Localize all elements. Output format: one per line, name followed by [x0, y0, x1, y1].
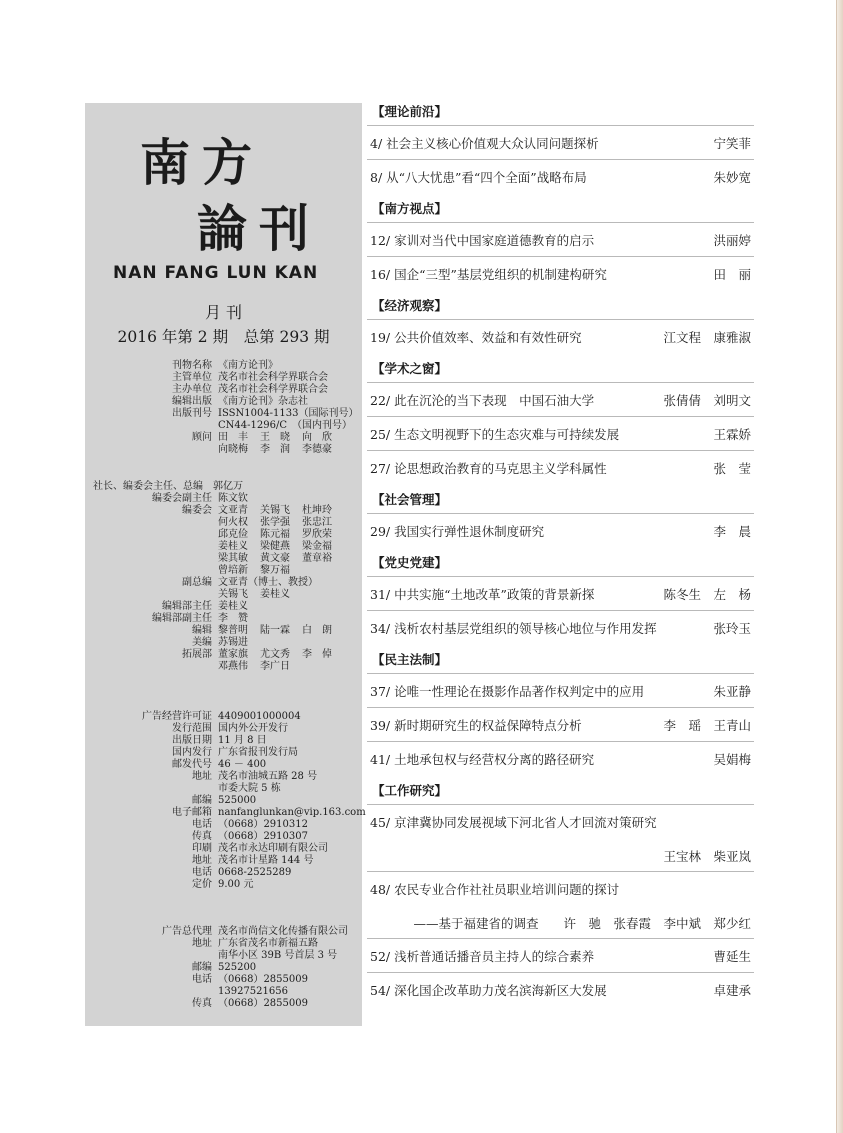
editorial-board-row [85, 637, 344, 649]
publication-info-row [85, 384, 359, 396]
toc-article-author: 王宝林 柴亚岚 [663, 849, 751, 864]
publication-info-name: 李德豪 [302, 444, 332, 455]
editorial-board-label: 美编 [192, 637, 212, 648]
toc-article [367, 938, 754, 972]
toc-article-title: 34/ 浅析农村基层党组织的领导核心地位与作用发挥 [370, 621, 657, 636]
publication-info-label: 出版刊号 [172, 408, 212, 419]
publication-info-names [218, 432, 344, 444]
advertising-info-label [85, 950, 218, 962]
editorial-board-name: 陆一霖 [260, 625, 290, 636]
editorial-board-row [85, 553, 344, 565]
editorial-board-name: 姜桂义 [260, 589, 290, 600]
distribution-info-label: 邮发代号 [172, 759, 212, 770]
toc-article-title: 4/ 社会主义核心价值观大众认同问题探析 [370, 136, 599, 151]
editorial-board-names [218, 565, 302, 577]
distribution-info-label: 电子邮箱 [172, 807, 212, 818]
editorial-board-name: 张忠江 [302, 517, 332, 528]
toc-article [367, 256, 754, 290]
publication-info-row [85, 372, 359, 384]
editorial-board-row [85, 565, 344, 577]
distribution-info-row [85, 831, 366, 843]
publication-info-label: 主办单位 [172, 384, 212, 395]
toc-article-author: 李 瑶 王青山 [663, 718, 751, 733]
publication-info [85, 360, 359, 456]
editorial-board-label [85, 517, 218, 529]
toc-article [367, 416, 754, 450]
toc-article-title: 25/ 生态文明视野下的生态灾难与可持续发展 [370, 427, 620, 442]
editorial-board-label: 副总编 [182, 577, 212, 588]
toc-article-title: 22/ 此在沉沦的当下表现 中国石油大学 [370, 393, 595, 408]
editorial-board-name: 董章裕 [302, 553, 332, 564]
president-line: 社长、编委会主任、总编 郭亿万 [93, 481, 243, 492]
publication-info-label: 顾问 [192, 432, 212, 443]
toc-article-title: 29/ 我国实行弹性退休制度研究 [370, 524, 545, 539]
publication-info-name: 李 润 [260, 444, 290, 455]
editorial-board-name: 罗欣荣 [302, 529, 332, 540]
toc-article-title: 27/ 论思想政治教育的马克思主义学科属性 [370, 461, 607, 476]
distribution-info-row [85, 807, 366, 819]
distribution-info-value: 46 － 400 [218, 759, 267, 770]
toc-article-title: 8/ 从“八大忧患”看“四个全面”战略布局 [370, 170, 587, 185]
distribution-info-row [85, 843, 366, 855]
editorial-board-label: 编辑 [192, 625, 212, 636]
publication-info-row [85, 408, 359, 420]
editorial-board-name: 梁其敏 [218, 553, 248, 564]
editorial-board-label [85, 661, 218, 673]
editorial-board-name: 杜坤玲 [302, 505, 332, 516]
toc-article-author: 张玲玉 [713, 621, 751, 636]
editorial-board-name: 姜桂义 [218, 541, 248, 552]
toc-section-heading: 【南方视点】 [372, 201, 448, 216]
editorial-board-name: 关锡飞 [218, 589, 248, 600]
publication-info-value: 《南方论刊》 [218, 360, 278, 371]
advertising-info-value: （0668）2855009 [218, 974, 308, 985]
editorial-board-names [218, 625, 344, 637]
distribution-info-label: 广告经营许可证 [142, 711, 212, 722]
toc-article-author: 李 晨 [713, 524, 751, 539]
distribution-info-value: （0668）2910312 [218, 819, 308, 830]
toc-article [367, 972, 754, 1006]
toc-section-heading: 【工作研究】 [372, 783, 448, 798]
publication-info-name: 王 晓 [260, 432, 290, 443]
page-edge-shadow [837, 0, 843, 1133]
toc-article-author: 王霖娇 [713, 427, 751, 442]
editorial-board-name: 邓燕伟 [218, 661, 248, 672]
advertising-info-value: 广东省茂名市新福五路 [218, 938, 318, 949]
editorial-board-label [85, 553, 218, 565]
editorial-board-row [85, 517, 344, 529]
toc-article-author: 江文程 康雅淑 [663, 330, 751, 345]
toc-section-heading: 【社会管理】 [372, 492, 448, 507]
editorial-board-label: 编辑部副主任 [152, 613, 212, 624]
toc-article-author: 卓建承 [713, 983, 751, 998]
editorial-board-row [85, 505, 344, 517]
editorial-board-label: 编委会 [182, 505, 212, 516]
advertising-info-value: 13927521656 [218, 986, 288, 997]
editorial-board-name: 董家旗 [218, 649, 248, 660]
toc-article [367, 673, 754, 707]
advertising-info-value: 南华小区 39B 号首层 3 号 [218, 950, 338, 961]
publication-info-label: 主管单位 [172, 372, 212, 383]
distribution-info-label: 国内发行 [172, 747, 212, 758]
editorial-board-row [85, 529, 344, 541]
distribution-info-label [85, 783, 218, 795]
toc-article-author: 朱妙宽 [713, 170, 751, 185]
masthead-title-line1: 南方 [140, 133, 264, 192]
advertising-info-row [85, 926, 348, 938]
masthead-pinyin: NAN FANG LUN KAN [113, 263, 319, 283]
distribution-info-row [85, 747, 366, 759]
toc-article-author: 田 丽 [713, 267, 751, 282]
editorial-board-row [85, 661, 344, 673]
distribution-info-row [85, 867, 366, 879]
editorial-board-names [218, 493, 260, 505]
editorial-board-name: 梁健燕 [260, 541, 290, 552]
publication-info-value: 《南方论刊》杂志社 [218, 396, 308, 407]
toc-article-author: 宁笑菲 [713, 136, 751, 151]
toc-article-title: 16/ 国企“三型”基层党组织的机制建构研究 [370, 267, 607, 282]
editorial-board-name: 张学强 [260, 517, 290, 528]
editorial-board-row [85, 577, 344, 589]
distribution-info-label: 电话 [192, 819, 212, 830]
toc-article [367, 159, 754, 193]
editorial-board-name: 姜桂义 [218, 601, 248, 612]
distribution-info-row [85, 759, 366, 771]
advertising-info-label: 地址 [192, 938, 212, 949]
editorial-board-row [85, 541, 344, 553]
editorial-board-label: 拓展部 [182, 649, 212, 660]
distribution-info-row [85, 783, 366, 795]
toc-article [367, 871, 754, 939]
editorial-board-names [218, 637, 260, 649]
toc-article-title: 37/ 论唯一性理论在摄影作品著作权判定中的应用 [370, 684, 645, 699]
editorial-board-name: 李 倬 [302, 649, 332, 660]
editorial-board [85, 493, 344, 673]
toc-article-title: 48/ 农民专业合作社社员职业培训问题的探讨 [370, 882, 620, 897]
toc-article-title: 54/ 深化国企改革助力茂名滨海新区大发展 [370, 983, 607, 998]
distribution-info-row [85, 711, 366, 723]
toc-article [367, 707, 754, 741]
toc-section-heading: 【学术之窗】 [372, 361, 448, 376]
toc-section-heading: 【经济观察】 [372, 298, 448, 313]
toc-article [367, 222, 754, 256]
editorial-board-value: 文亚青（博士、教授） [218, 577, 318, 588]
toc-article [367, 513, 754, 547]
publication-frequency: 月 刊 [204, 303, 243, 322]
toc-article-title: 45/ 京津冀协同发展视域下河北省人才回流对策研究 [370, 815, 657, 830]
distribution-info-row [85, 879, 366, 891]
distribution-info-value: 9.00 元 [218, 879, 254, 890]
toc-article [367, 741, 754, 775]
advertising-info-label: 传真 [192, 998, 212, 1009]
editorial-board-row [85, 589, 344, 601]
editorial-board-label [85, 589, 218, 601]
toc-article-author: 张 莹 [713, 461, 751, 476]
publication-info-label [85, 420, 218, 432]
publication-info-name: 田 丰 [218, 432, 248, 443]
distribution-info-row [85, 771, 366, 783]
toc-article-author: 吴娟梅 [713, 752, 751, 767]
editorial-board-label [85, 565, 218, 577]
publication-info-row [85, 420, 359, 432]
distribution-info-value: nanfanglunkan@vip.163.com [218, 807, 366, 818]
distribution-info-value: （0668）2910307 [218, 831, 308, 842]
toc-article-title: 39/ 新时期研究生的权益保障特点分析 [370, 718, 582, 733]
toc-article [367, 576, 754, 610]
distribution-info-label: 出版日期 [172, 735, 212, 746]
distribution-info-value: 国内外公开发行 [218, 723, 288, 734]
editorial-board-label [85, 529, 218, 541]
distribution-info-value: 茂名市计星路 144 号 [218, 855, 314, 866]
distribution-info-value: 茂名市油城五路 28 号 [218, 771, 318, 782]
distribution-info-label: 地址 [192, 855, 212, 866]
toc-article-author: 洪丽婷 [713, 233, 751, 248]
editorial-board-name: 何火权 [218, 517, 248, 528]
editorial-board-name: 关锡飞 [260, 505, 290, 516]
advertising-info-row [85, 962, 348, 974]
masthead-title-line2: 論刊 [197, 199, 321, 258]
editorial-board-name: 黄文豪 [260, 553, 290, 564]
publication-info-row [85, 432, 359, 444]
editorial-board-label [85, 541, 218, 553]
distribution-info-value: 0668-2525289 [218, 867, 292, 878]
editorial-board-label: 编辑部主任 [162, 601, 212, 612]
advertising-info-row [85, 938, 348, 950]
distribution-info-value: 4409001000004 [218, 711, 301, 722]
editorial-board-label: 编委会副主任 [152, 493, 212, 504]
publication-info-label [85, 444, 218, 456]
editorial-board-row [85, 649, 344, 661]
publication-info-label: 编辑出版 [172, 396, 212, 407]
toc-article [367, 382, 754, 416]
editorial-board-name: 黎普明 [218, 625, 248, 636]
editorial-board-name: 黎万福 [260, 565, 290, 576]
editorial-board-names [218, 613, 260, 625]
editorial-board-name: 尤文秀 [260, 649, 290, 660]
publication-info-row [85, 396, 359, 408]
editorial-board-names [218, 529, 344, 541]
advertising-info-row [85, 986, 348, 998]
distribution-info-value: 市委大院 5 栋 [218, 783, 281, 794]
toc-article [367, 610, 754, 644]
toc-article-title: 52/ 浅析普通话播音员主持人的综合素养 [370, 949, 595, 964]
publication-info-row [85, 360, 359, 372]
editorial-board-name: 李广日 [260, 661, 290, 672]
advertising-info-row [85, 974, 348, 986]
toc-article-title: 12/ 家训对当代中国家庭道德教育的启示 [370, 233, 595, 248]
issue-number: 2016 年第 2 期 总第 293 期 [117, 328, 330, 346]
editorial-board-name: 李 赞 [218, 613, 248, 624]
distribution-info [85, 711, 366, 891]
advertising-info-label [85, 986, 218, 998]
editorial-board-names [218, 649, 344, 661]
toc-article-title: 31/ 中共实施“土地改革”政策的背景新探 [370, 587, 595, 602]
publication-info-names [218, 444, 344, 456]
publication-info-label: 刊物名称 [172, 360, 212, 371]
editorial-board-names [218, 601, 260, 613]
toc-section-heading: 【党史党建】 [372, 555, 448, 570]
distribution-info-value: 525000 [218, 795, 257, 806]
distribution-info-row [85, 723, 366, 735]
toc-section-heading: 【民主法制】 [372, 652, 448, 667]
distribution-info-value: 广东省报刊发行局 [218, 747, 298, 758]
advertising-info-value: 525200 [218, 962, 257, 973]
advertising-info-value: 茂名市尚信文化传播有限公司 [218, 926, 348, 937]
distribution-info-label: 印刷 [192, 843, 212, 854]
publication-info-value: 茂名市社会科学界联合会 [218, 372, 328, 383]
publication-info-name: 向 欣 [302, 432, 332, 443]
distribution-info-row [85, 819, 366, 831]
advertising-info-label: 电话 [192, 974, 212, 985]
editorial-board-name: 白 朗 [302, 625, 332, 636]
distribution-info-row [85, 735, 366, 747]
advertising-info-value: （0668）2855009 [218, 998, 308, 1009]
advertising-info-label: 广告总代理 [162, 926, 212, 937]
masthead-panel [85, 103, 366, 1026]
distribution-info-row [85, 855, 366, 867]
editorial-board-name: 梁金福 [302, 541, 332, 552]
distribution-info-row [85, 795, 366, 807]
editorial-board-name: 苏锡进 [218, 637, 248, 648]
publication-info-value: ISSN1004-1133（国际刊号） [218, 408, 359, 419]
editorial-board-row [85, 613, 344, 625]
toc-article-author: ——基于福建省的调查 许 驰 张春霞 李中斌 郑少红 [413, 916, 751, 931]
toc-article-author: 曹延生 [713, 949, 751, 964]
editorial-board-name: 曾培新 [218, 565, 248, 576]
toc-article-title: 19/ 公共价值效率、效益和有效性研究 [370, 330, 582, 345]
distribution-info-value: 11 月 8 日 [218, 735, 267, 746]
distribution-info-label: 电话 [192, 867, 212, 878]
distribution-info-value: 茂名市永达印刷有限公司 [218, 843, 328, 854]
publication-info-row [85, 444, 359, 456]
advertising-info [85, 926, 348, 1010]
editorial-board-names [218, 505, 344, 517]
distribution-info-label: 定价 [192, 879, 212, 890]
editorial-board-row [85, 625, 344, 637]
distribution-info-label: 传真 [192, 831, 212, 842]
editorial-board-row [85, 601, 344, 613]
toc-article [367, 804, 754, 872]
toc-article [367, 125, 754, 159]
distribution-info-label: 发行范围 [172, 723, 212, 734]
editorial-board-name: 陈元福 [260, 529, 290, 540]
editorial-board-name: 邱克俭 [218, 529, 248, 540]
toc-article-author: 张倩倩 刘明文 [663, 393, 751, 408]
toc-article [367, 319, 754, 353]
publication-info-value: 茂名市社会科学界联合会 [218, 384, 328, 395]
editorial-board-names [218, 517, 344, 529]
editorial-board-row [85, 493, 344, 505]
distribution-info-label: 邮编 [192, 795, 212, 806]
publication-info-name: 向晓梅 [218, 444, 248, 455]
advertising-info-label: 邮编 [192, 962, 212, 973]
editorial-board-names [218, 553, 344, 565]
distribution-info-label: 地址 [192, 771, 212, 782]
editorial-board-names [218, 589, 302, 601]
toc-article [367, 450, 754, 484]
publication-info-value: CN44-1296/C （国内刊号） [218, 420, 352, 431]
toc-article-author: 陈冬生 左 杨 [663, 587, 751, 602]
toc-article-title: 41/ 土地承包权与经营权分离的路径研究 [370, 752, 595, 767]
editorial-board-names [218, 661, 302, 673]
advertising-info-row [85, 998, 348, 1010]
advertising-info-row [85, 950, 348, 962]
editorial-board-name: 文亚青 [218, 505, 248, 516]
toc-article-author: 朱亚静 [713, 684, 751, 699]
editorial-board-names [218, 541, 344, 553]
editorial-board-name: 陈文钦 [218, 493, 248, 504]
toc-section-heading: 【理论前沿】 [372, 104, 448, 119]
